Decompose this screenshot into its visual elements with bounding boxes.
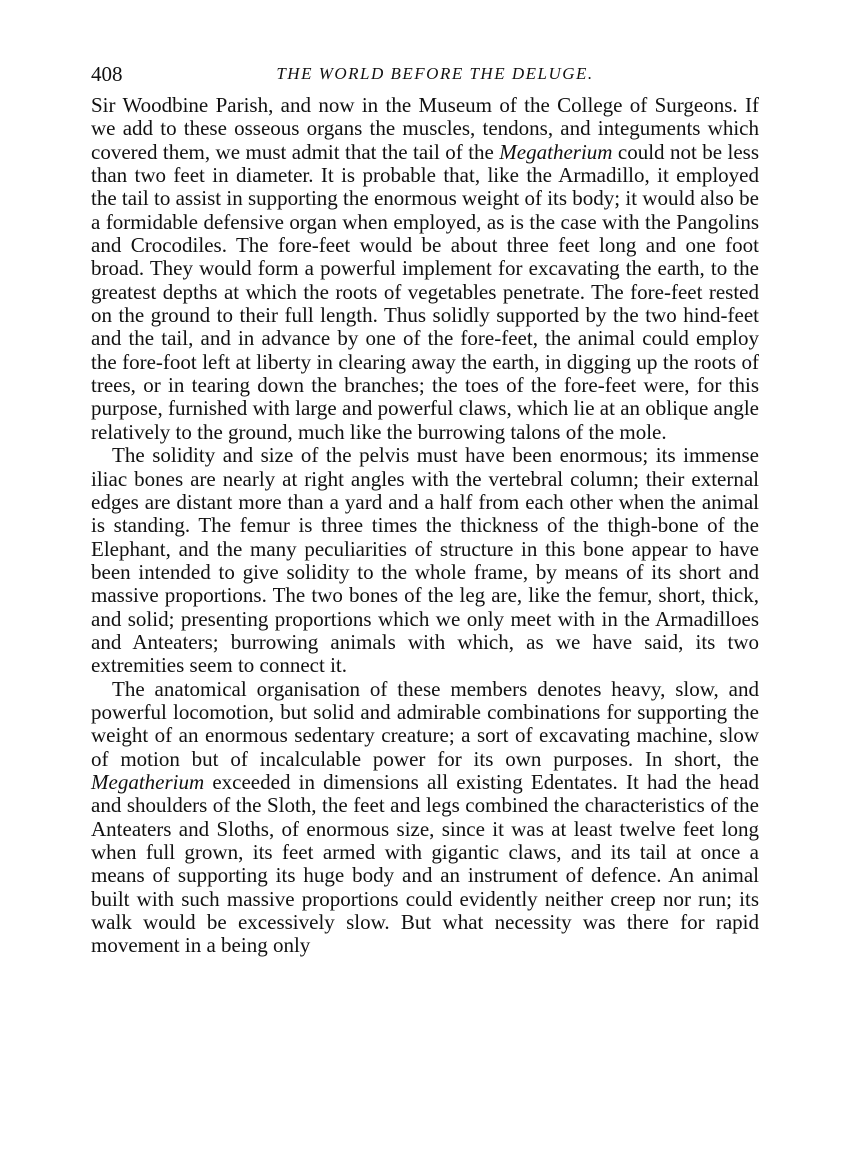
page-header xyxy=(91,60,759,94)
page-number: 408 xyxy=(91,62,123,86)
running-title: THE WORLD BEFORE THE DELUGE. xyxy=(276,64,594,83)
italic-term-megatherium-2: Megatherium xyxy=(91,769,205,794)
book-page xyxy=(91,60,759,958)
paragraph-3-text-a: The anatomical organisation of these members denotes heavy, slow, and powerful locomotion, but solid and admirable combinations for supporting the weight of an enormous sedentary creature; a sort of excavating machine, slow of motion but of incalculable power for its own purposes. In short, the xyxy=(91,676,759,771)
paragraph-1-text-b: could not be less than two feet in diameter. It is probable that, like the Armadillo, it employed the tail to assist in supporting the enormous weight of its body; it would also be a formidable defensive organ when employed, as is the case with the Pangolins and Crocodiles. The fore-feet would be about three feet long and one foot broad. They would form a powerful implement for excavating the earth, to the greatest depths at which the roots of vegetables penetrate. The fore-feet rested on the ground to their full length. Thus solidly supported by the two hind-feet and the tail, and in advance by one of the fore-feet, the animal could employ the fore-foot left at liberty in clearing away the earth, in digging up the roots of trees, or in tearing down the branches; the toes of the fore-feet were, for this purpose, furnished with large and powerful claws, which lie at an oblique angle relatively to the ground, much like the burrowing talons of the mole. xyxy=(91,139,759,444)
paragraph-1 xyxy=(91,94,759,444)
italic-term-megatherium: Megatherium xyxy=(499,139,613,164)
paragraph-3-text-b: exceeded in dimensions all existing Edentates. It had the head and shoulders of the Sloth, the feet and legs combined the characteristics of the Anteaters and Sloths, of enormous size, since it was at least twelve feet long when full grown, its feet armed with gigantic claws, and its tail at once a means of supporting its huge body and an instrument of defence. An animal built with such massive proportions could evidently neither creep nor run; its walk would be excessively slow. But what necessity was there for rapid movement in a being only xyxy=(91,769,759,958)
paragraph-2: The solidity and size of the pelvis must have been enormous; its immense iliac bones are nearly at right angles with the vertebral column; their external edges are distant more than a yard and a half from each other when the animal is standing. The femur is three times the thickness of the thigh-bone of the Elephant, and the many peculiarities of structure in this bone appear to have been intended to give solidity to the whole frame, by means of its short and massive proportions. The two bones of the leg are, like the femur, short, thick, and solid; presenting proportions which we only meet with in the Armadilloes and Anteaters; burrowing animals with which, as we have said, its two extremities seem to connect it. xyxy=(91,443,759,678)
paragraph-1-text-a: Sir Woodbine Parish, and now in the Museum of the College of Surgeons. If we add to these osseous organs the muscles, tendons, and integuments which covered them, we must admit that the tail of the xyxy=(91,93,759,164)
paragraph-3 xyxy=(91,678,759,958)
body-text xyxy=(91,94,759,958)
